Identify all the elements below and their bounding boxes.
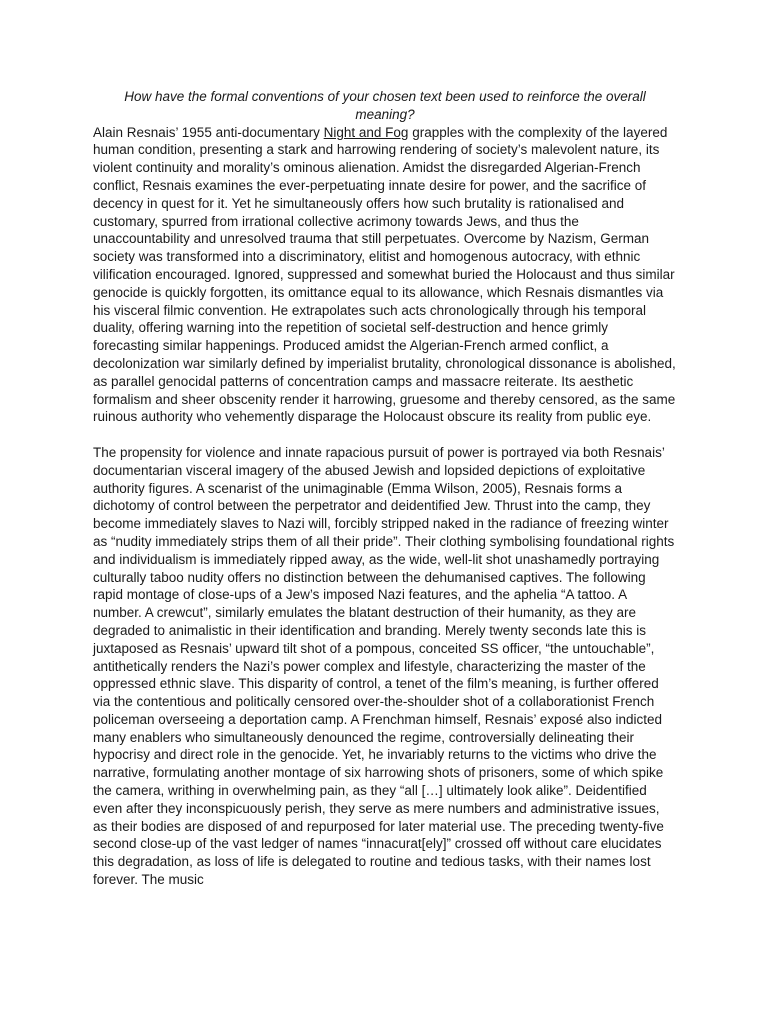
paragraph-body: The propensity for violence and innate rapacious pursuit of power is portrayed via both Resnais’ documentarian visceral imagery of the abused Jewish and lopsided depictions of exploitative authority figures. A scenarist of the unimaginable (Emma Wilson, 2005), Resnais forms a dichotomy of control between the perpetrator and deidentified Jew. Thrust into the camp, they become immediately slaves to Nazi will, forcibly stripped naked in the radiance of freezing winter as “nudity immediately strips them of all their pride”. Their clothing symbolising foundational rights and individualism is immediately ripped away, as the wide, well-lit shot unashamedly portraying culturally taboo nudity offers no distinction between the dehumanised captives. The following rapid montage of close-ups of a Jew’s imposed Nazi features, and the aphelia “A tattoo. A number. A crewcut”, similarly emulates the blatant destruction of their humanity, as they are degraded to animalistic in their identification and branding. Merely twenty seconds late this is juxtaposed as Resnais’ upward tilt shot of a pompous, conceited SS officer, “the untouchable”, antithetically renders the Nazi’s power complex and lifestyle, characterizing the master of the oppressed ethnic slave. This disparity of control, a tenet of the film’s meaning, is further offered via the contentious and politically censored over-the-shoulder shot of a collaborationist French policeman overseeing a deportation camp. A Frenchman himself, Resnais’ exposé also indicted many enablers who simultaneously denounced the regime, controversially delineating their hypocrisy and direct role in the genocide. Yet, he invariably returns to the victims who drive the narrative, formulating another montage of six harrowing shots of prisoners, some of which spike the camera, writhing in overwhelming pain, as they “all […] ultimately look alike”. Deidentified even after they inconspicuously perish, they serve as mere numbers and administrative issues, as their bodies are disposed of and repurposed for later material use. The preceding twenty-five second close-up of the vast ledger of names “innacurat[ely]” crossed off without care elucidates this degradation, as loss of life is delegated to routine and tedious tasks, with their names lost forever. The music [93,444,675,888]
essay-body [93,88,677,889]
essay-question: How have the formal conventions of your chosen text been used to reinforce the overall meaning? [124,89,646,122]
paragraph-intro-lead: Alain Resnais’ 1955 anti-documentary [93,124,324,140]
paragraph-intro-body: grapples with the complexity of the layered human condition, presenting a stark and harrowing rendering of society’s malevolent nature, its violent continuity and morality’s ominous alienation. Amidst the disregarded Algerian-French conflict, Resnais examines the ever-perpetuating innate desire for power, and the sacrifice of decency in quest for it. Yet he simultaneously offers how such brutality is rationalised and customary, spurred from irrational collective acrimony towards Jews, and thus the unaccountability and unresolved trauma that still perpetuates. Overcome by Nazism, German society was transformed into a discriminatory, elitist and homogenous autocracy, with ethnic vilification encouraged. Ignored, suppressed and somewhat buried the Holocaust and thus similar genocide is quickly forgotten, its omittance equal to its allowance, which Resnais dismantles via his visceral filmic convention. He extrapolates such acts chronologically through his temporal duality, offering warning into the repetition of societal self-destruction and hence grimly forecasting similar happenings. Produced amidst the Algerian-French armed conflict, a decolonization war similarly defined by imperialist brutality, chronological dissonance is abolished, as parallel genocidal patterns of concentration camps and massacre reiterate. Its aesthetic formalism and sheer obscenity render it harrowing, gruesome and thereby censored, as the same ruinous authority who vehemently disparage the Holocaust obscure its reality from public eye. [93,124,676,425]
paragraph-intro [93,124,677,427]
film-title: Night and Fog [323,124,409,140]
